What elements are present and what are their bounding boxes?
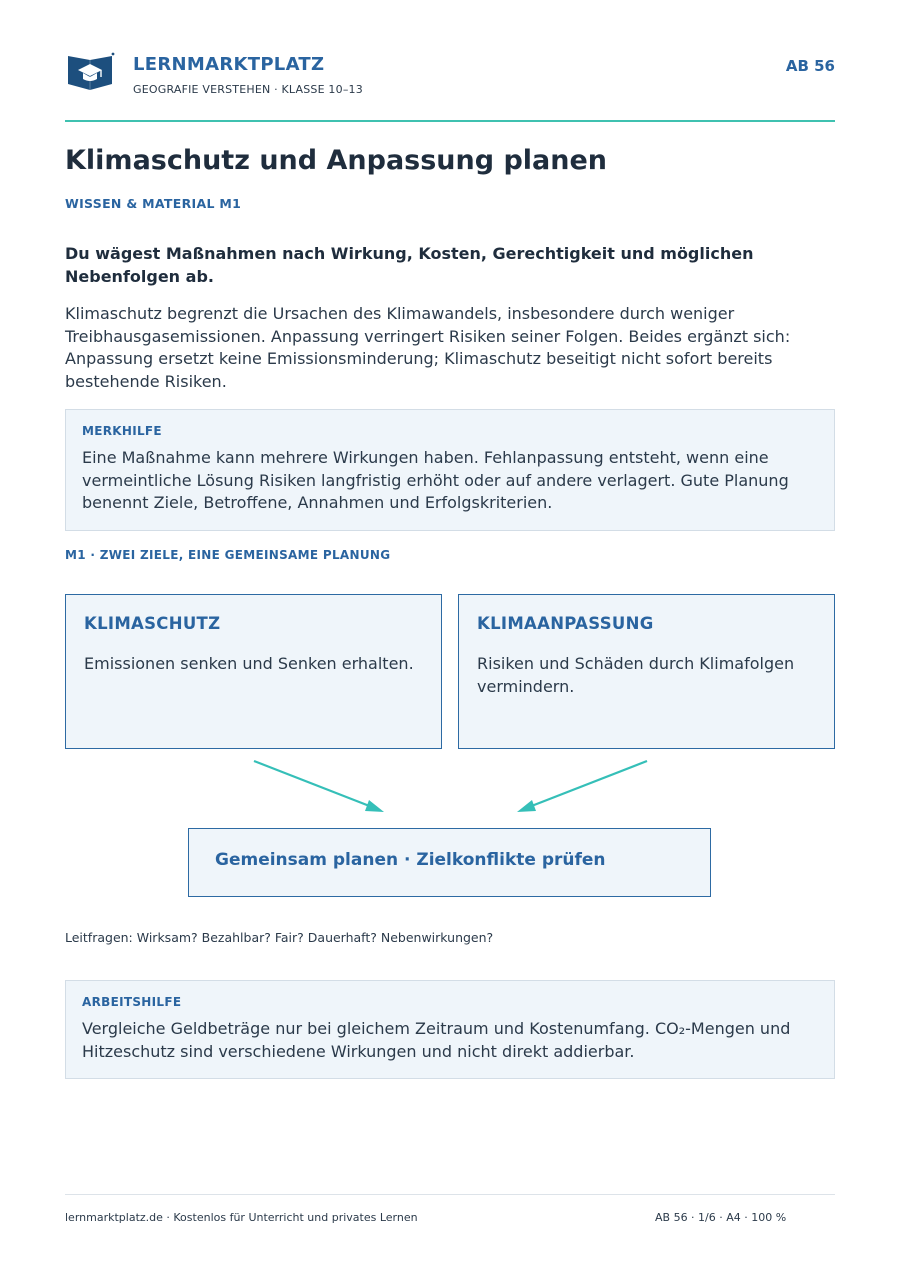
learning-goal: Du wägest Maßnahmen nach Wirkung, Kosten, Gerechtigkeit und möglichen Nebenfolgen ab. [65, 244, 754, 286]
right-arrow-icon [517, 761, 647, 812]
graduation-cap-book-icon [65, 50, 115, 94]
intro-paragraph: Klimaschutz begrenzt die Ursachen des Klimawandels, insbesondere durch weniger Treibhausgasemissionen. Anpassung verringert Risiken seiner Folgen. Beides ergänzt sich: Anpassung ersetzt keine Emissionsminderung; Klimaschutz beseitigt nicht sofort bereits bestehende Risiken. [65, 304, 791, 392]
merkhilfe-title: MERKHILFE [82, 424, 162, 438]
klimaanpassung-title: KLIMAANPASSUNG [477, 614, 654, 633]
flow-arrows [0, 750, 900, 830]
page-header [65, 50, 835, 110]
joint-planning-box [188, 828, 711, 897]
footer-page-info: AB 56 · 1/6 · A4 · 100 % [655, 1211, 787, 1224]
arbeitshilfe-box [65, 980, 835, 1079]
header-divider [65, 120, 835, 122]
arbeitshilfe-title: ARBEITSHILFE [82, 995, 182, 1009]
left-arrow-icon [254, 761, 384, 812]
footer-divider [65, 1194, 835, 1195]
brand-name: LERNMARKTPLATZ [133, 54, 325, 75]
arbeitshilfe-text: Vergleiche Geldbeträge nur bei gleichem Zeitraum und Kostenumfang. CO₂-Mengen und Hitzeschutz sind verschiedene Wirkungen und nicht direkt addierbar. [82, 1019, 791, 1061]
klimaschutz-card [65, 594, 442, 749]
merkhilfe-box [65, 409, 835, 531]
page-title: Klimaschutz und Anpassung planen [65, 145, 608, 176]
klimaschutz-title: KLIMASCHUTZ [84, 614, 221, 633]
klimaanpassung-text: Risiken und Schäden durch Klimafolgen vermindern. [477, 654, 795, 696]
figure-title: M1 · ZWEI ZIELE, EINE GEMEINSAME PLANUNG [65, 548, 391, 562]
klimaanpassung-card [458, 594, 835, 749]
sheet-number: AB 56 [785, 57, 835, 75]
footer-source: lernmarktplatz.de · Kostenlos für Unterricht und privates Lernen [65, 1211, 418, 1224]
brand-subtitle: GEOGRAFIE VERSTEHEN · KLASSE 10–13 [133, 83, 363, 96]
joint-planning-text: Gemeinsam planen · Zielkonflikte prüfen [215, 850, 606, 870]
section-tag: WISSEN & MATERIAL M1 [65, 196, 242, 211]
merkhilfe-text: Eine Maßnahme kann mehrere Wirkungen haben. Fehlanpassung entsteht, wenn eine vermeintliche Lösung Risiken langfristig erhöht oder auf andere verlagert. Gute Planung benennt Ziele, Betroffene, Annahmen und Erfolgskriterien. [82, 448, 789, 513]
guiding-questions: Leitfragen: Wirksam? Bezahlbar? Fair? Dauerhaft? Nebenwirkungen? [65, 930, 494, 945]
klimaschutz-text: Emissionen senken und Senken erhalten. [84, 654, 414, 673]
